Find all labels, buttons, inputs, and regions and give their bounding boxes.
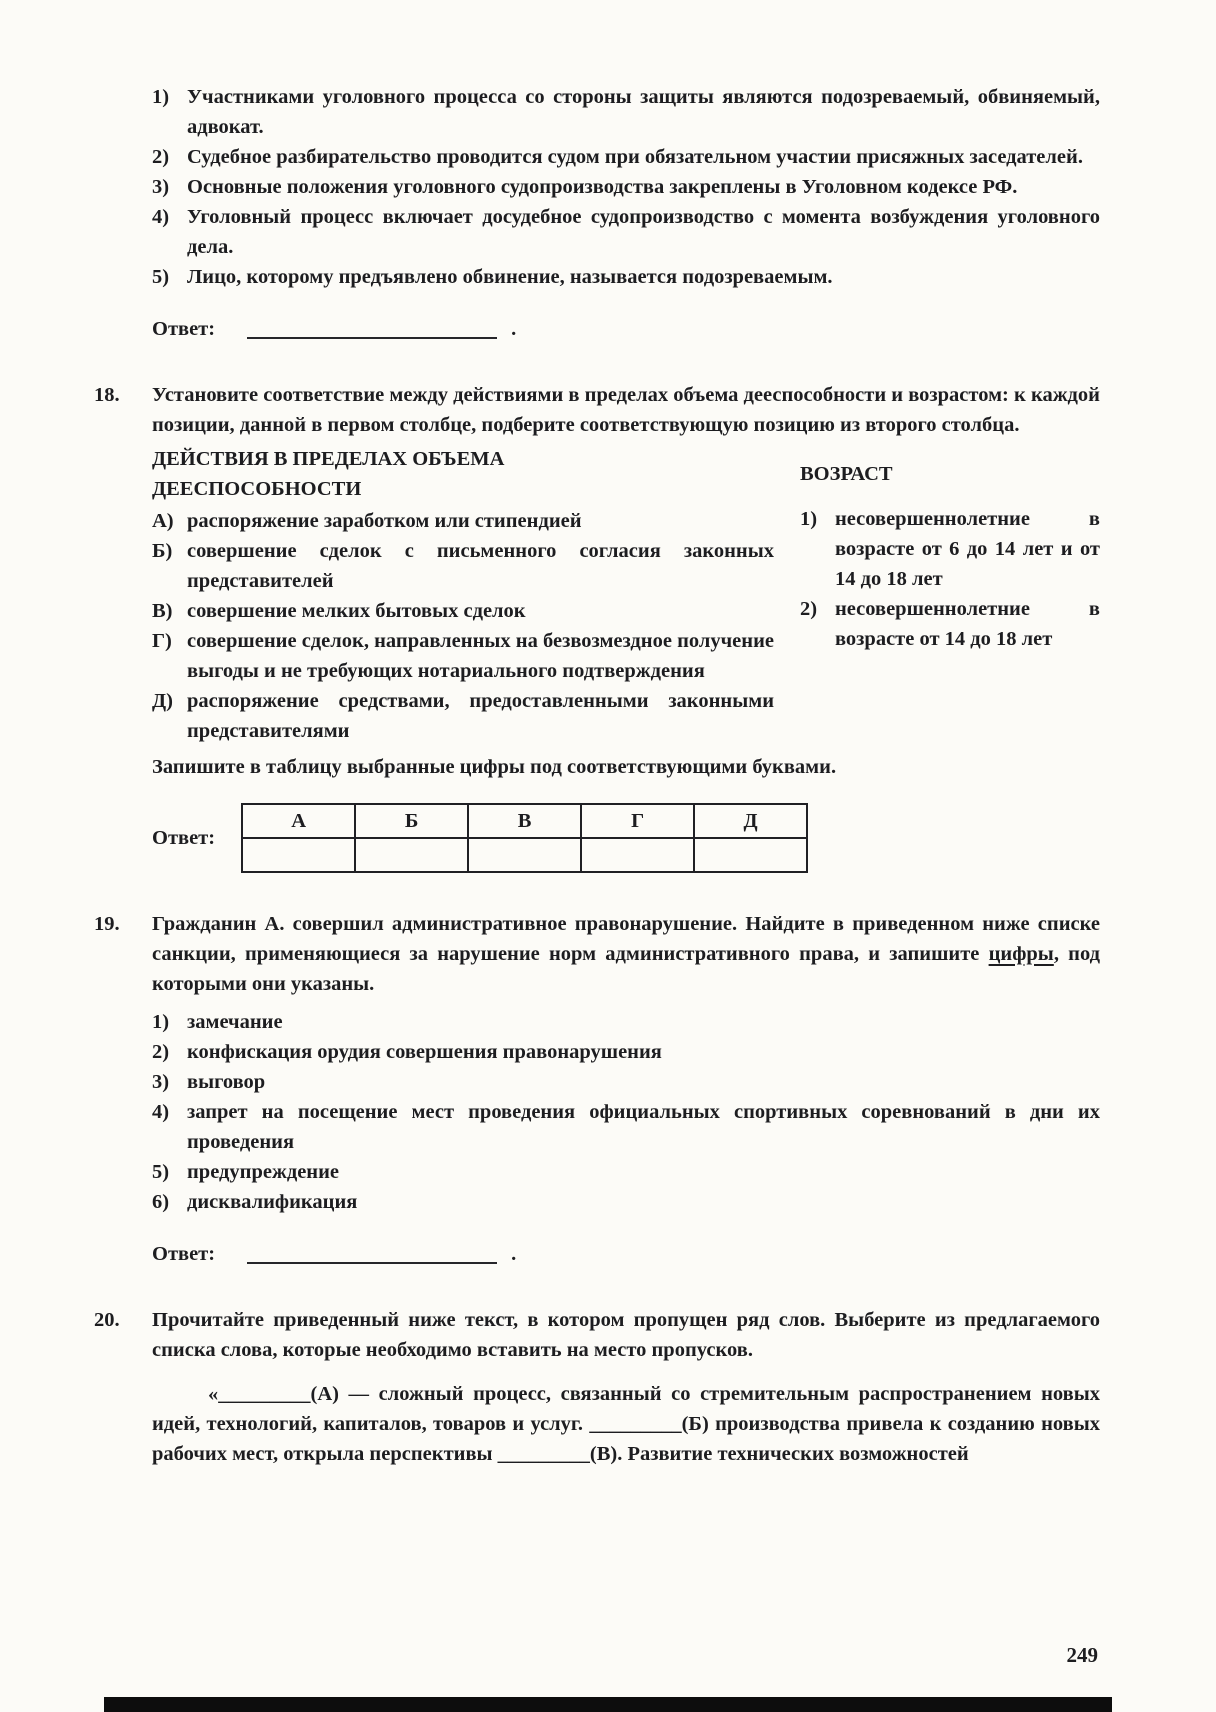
question-19 (94, 909, 1100, 1269)
option-number: 3) (152, 176, 170, 198)
option-text: Основные положения уголовного судопроизводства закреплены в Уголовном кодексе РФ. (187, 176, 1018, 198)
item-letter: А) (152, 510, 174, 532)
option-row (152, 1067, 1100, 1097)
option-row (152, 1007, 1100, 1037)
answer-line (152, 1239, 1100, 1269)
option-text: запрет на посещение мест проведения официальных спортивных соревнований в дни их проведения (187, 1100, 1100, 1153)
option-number: 4) (152, 206, 170, 228)
option-row (152, 202, 1100, 262)
table-answer-cell (242, 838, 355, 872)
option-number: 3) (152, 1070, 170, 1093)
intro-text: , под которыми они указаны. (152, 942, 1100, 995)
option-row (152, 1157, 1100, 1187)
option-number: 4) (152, 1100, 170, 1123)
answer-blank (247, 337, 497, 339)
option-text: выговор (187, 1070, 266, 1093)
item-number: 2) (800, 598, 818, 620)
option-row (152, 82, 1100, 142)
question-intro (152, 909, 1100, 999)
option-number: 2) (152, 1040, 170, 1063)
table-answer-cell (355, 838, 468, 872)
table-answer-cell (581, 838, 694, 872)
left-header-line2: ДЕЕСПОСОБНОСТИ (152, 478, 362, 500)
page-number: 249 (1066, 1643, 1098, 1667)
option-number: 5) (152, 1160, 170, 1183)
left-column-header (152, 444, 774, 504)
table-instruction: Запишите в таблицу выбранные цифры под соответствующими буквами. (152, 756, 837, 778)
match-item (152, 686, 774, 746)
option-row (152, 1097, 1100, 1157)
match-item (152, 506, 774, 536)
matching-right-column (800, 444, 1100, 746)
question-number: 20. (94, 1308, 120, 1331)
options-list (152, 1007, 1100, 1217)
answer-line (152, 314, 1100, 344)
answer-period: . (511, 318, 517, 340)
left-items (152, 506, 774, 746)
match-item (800, 504, 1100, 594)
item-letter: В) (152, 600, 173, 622)
item-text: совершение сделок с письменного согласия законных представителей (187, 540, 774, 592)
option-text: Уголовный процесс включает досудебное судопроизводство с момента возбуждения уголовного дела. (187, 206, 1100, 258)
option-text: дисквалификация (187, 1190, 358, 1213)
item-text: совершение сделок, направленных на безвозмездное получение выгоды и не требующих нотариального подтверждения (187, 630, 774, 682)
item-text: распоряжение заработком или стипендией (187, 510, 582, 532)
option-row (152, 1037, 1100, 1067)
match-item (800, 594, 1100, 654)
option-number: 5) (152, 266, 170, 288)
table-header-cell: Г (581, 804, 694, 838)
table-answer-cell (694, 838, 807, 872)
right-items (800, 504, 1100, 654)
table-header-row (242, 804, 807, 838)
item-letter: Д) (152, 690, 173, 712)
item-text: несовершеннолетние в возрасте от 14 до 18 лет (835, 598, 1100, 650)
option-number: 1) (152, 1010, 170, 1033)
right-column-header: ВОЗРАСТ (800, 463, 893, 485)
intro-text: Гражданин А. совершил административное правонарушение. Найдите в приведенном ниже списке санкции, применяющиеся за нарушение норм административного права, и запишите (152, 912, 1100, 965)
option-text: замечание (187, 1010, 283, 1033)
item-number: 1) (800, 508, 818, 530)
question-number: 19. (94, 912, 120, 935)
table-header-cell: Б (355, 804, 468, 838)
matching-left-column (152, 444, 774, 746)
page-content (94, 82, 1100, 1489)
question-number: 18. (94, 384, 120, 406)
table-answer-cell (468, 838, 581, 872)
option-row (152, 142, 1100, 172)
item-text: несовершеннолетние в возрасте от 6 до 14 лет и от 14 до 18 лет (835, 508, 1100, 590)
option-row (152, 1187, 1100, 1217)
option-text: Судебное разбирательство проводится судом при обязательном участии присяжных заседателей. (187, 146, 1083, 168)
option-number: 1) (152, 86, 170, 108)
option-text: конфискация орудия совершения правонарушения (187, 1040, 662, 1063)
option-text: предупреждение (187, 1160, 340, 1183)
option-row (152, 262, 1100, 292)
answer-table (241, 803, 808, 873)
table-header-cell: В (468, 804, 581, 838)
q18-answer-area (152, 803, 1100, 873)
question-intro: Установите соответствие между действиями в пределах объема дееспособности и возрастом: к каждой позиции, данной в первом столбце, подберите соответствующую позицию из второго столбца. (152, 384, 1100, 436)
option-row (152, 172, 1100, 202)
match-item (152, 596, 774, 626)
answer-blank (247, 1262, 497, 1264)
table-header-cell: Д (694, 804, 807, 838)
scan-edge-bar (104, 1697, 1112, 1712)
item-letter: Г) (152, 630, 172, 652)
answer-label: Ответ: (152, 826, 216, 849)
answer-label: Ответ: (152, 318, 216, 340)
item-text: совершение мелких бытовых сделок (187, 600, 526, 622)
question-18 (94, 380, 1100, 873)
answer-label: Ответ: (152, 1242, 216, 1265)
match-item (152, 536, 774, 596)
option-text: Участниками уголовного процесса со стороны защиты являются подозреваемый, обвиняемый, адвокат. (187, 86, 1100, 138)
match-item (152, 626, 774, 686)
question-20 (94, 1305, 1100, 1469)
left-header-line1: ДЕЙСТВИЯ В ПРЕДЕЛАХ ОБЪЕМА (152, 448, 505, 470)
question-intro: Прочитайте приведенный ниже текст, в котором пропущен ряд слов. Выберите из предлагаемого списка слова, которые необходимо вставить на место пропусков. (152, 1308, 1100, 1361)
table-header-cell: А (242, 804, 355, 838)
answer-period: . (511, 1242, 517, 1265)
option-number: 6) (152, 1190, 170, 1213)
matching-block (152, 444, 1100, 746)
item-text: распоряжение средствами, предоставленными законными представителями (187, 690, 774, 742)
gap-fill-paragraph: «_________(А) — сложный процесс, связанный со стремительным распространением новых идей, технологий, капиталов, товаров и услуг. _________(Б) производства привела к созданию новых рабочих мест, открыла перспективы _________(В). Развитие технических возможностей (152, 1382, 1100, 1465)
table-answer-row (242, 838, 807, 872)
option-text: Лицо, которому предъявлено обвинение, называется подозреваемым. (187, 266, 833, 288)
question-17-continuation (152, 82, 1100, 344)
option-number: 2) (152, 146, 170, 168)
intro-underlined-word: цифры (988, 942, 1054, 965)
item-letter: Б) (152, 540, 173, 562)
